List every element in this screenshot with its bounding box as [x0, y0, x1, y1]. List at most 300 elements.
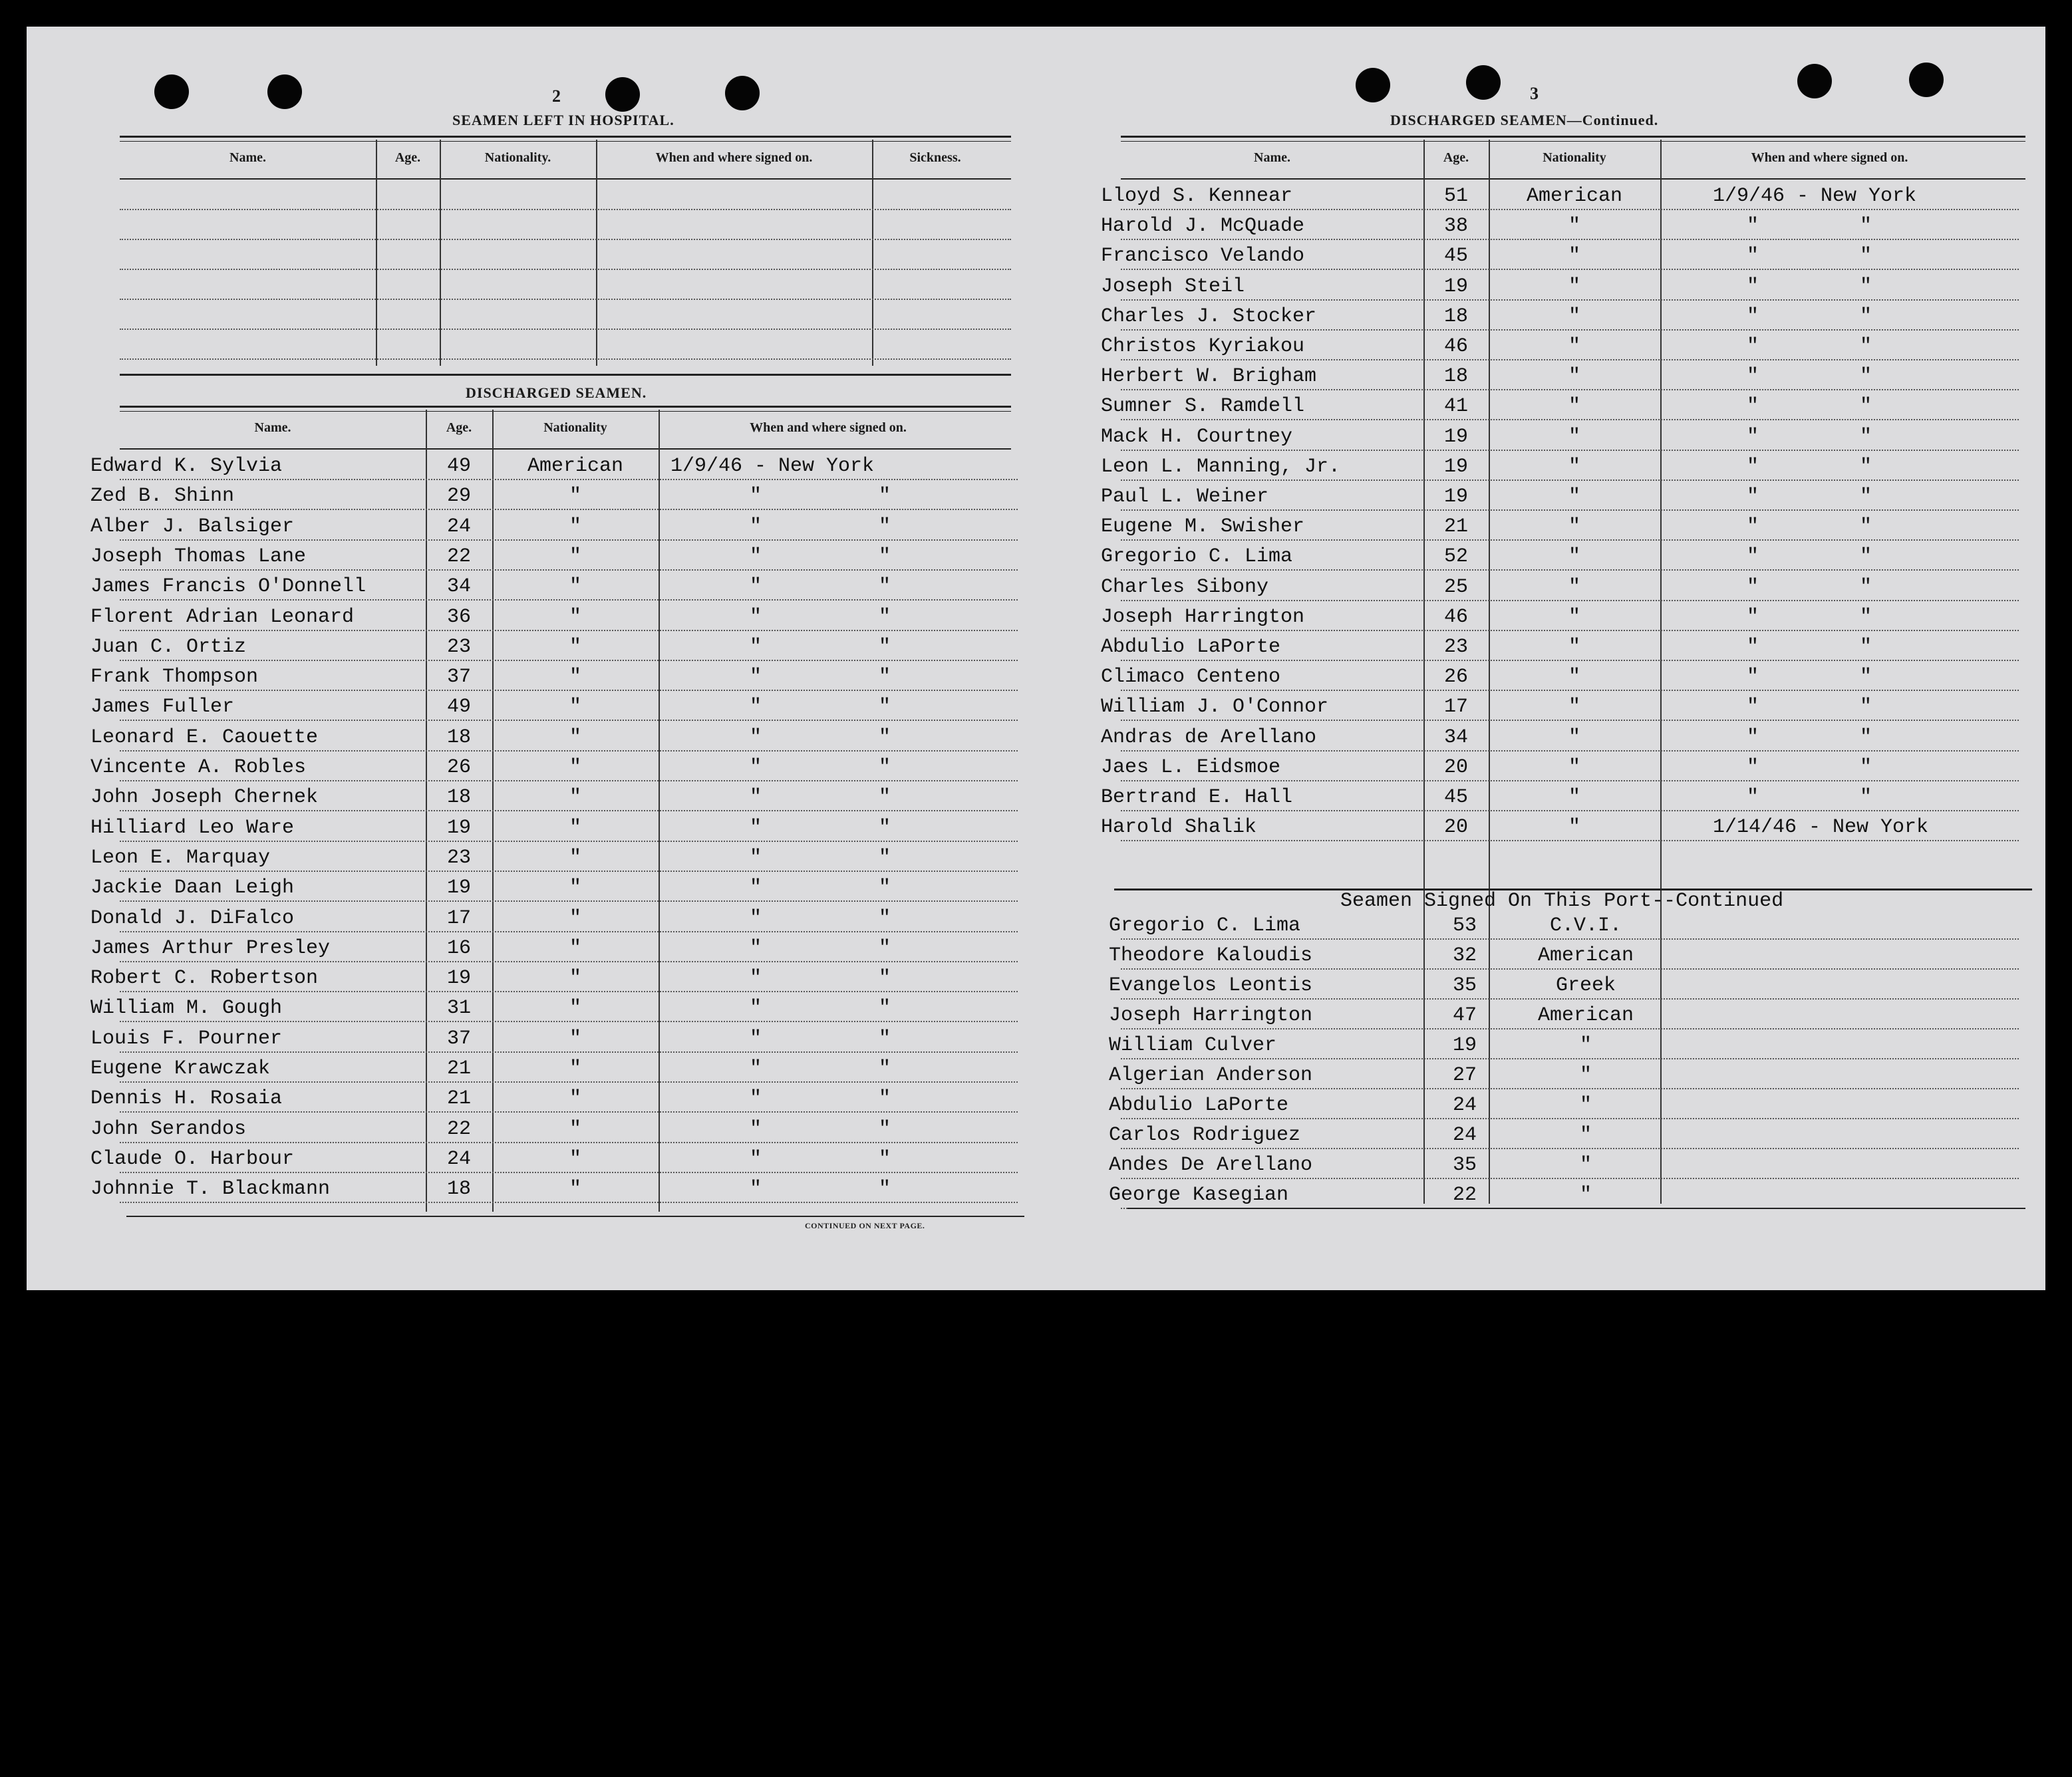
ditto-mark: " [878, 515, 891, 538]
discharged-table [90, 406, 1011, 1250]
seaman-age: 19 [1452, 1034, 1477, 1057]
seaman-name: Leonard E. Caouette [90, 726, 319, 749]
ditto-mark: " [1859, 545, 1872, 569]
seaman-age: 19 [1443, 275, 1468, 298]
ditto-mark: " [749, 605, 762, 628]
seaman-nationality: " [1568, 575, 1580, 599]
seaman-name: Donald J. DiFalco [90, 906, 295, 930]
seaman-age: 23 [446, 846, 471, 869]
hospital-empty-row [120, 179, 1011, 210]
page-number: 2 [552, 86, 561, 106]
ditto-mark: " [878, 1057, 891, 1080]
discharged-section-title: DISCHARGED SEAMEN. [466, 384, 647, 401]
seaman-age: 18 [1443, 365, 1468, 388]
table-row [1101, 479, 2019, 511]
ditto-mark: " [1859, 755, 1872, 779]
seaman-nationality: C.V.I. [1549, 914, 1622, 937]
ditto-mark: " [878, 545, 891, 568]
ditto-mark: " [1859, 335, 1872, 358]
seaman-name: William M. Gough [90, 997, 283, 1020]
ditto-mark: " [1859, 485, 1872, 508]
header-nationality: Nationality [1543, 150, 1606, 165]
hospital-empty-row [120, 239, 1011, 270]
ditto-mark: " [749, 997, 762, 1020]
table-row [90, 479, 1018, 510]
seaman-age: 27 [1452, 1064, 1477, 1087]
ditto-mark: " [878, 605, 891, 628]
ditto-mark: " [1746, 726, 1759, 749]
seaman-age: 37 [446, 1027, 471, 1050]
ditto-mark: " [1746, 755, 1759, 779]
seaman-name: Robert C. Robertson [90, 967, 319, 990]
seaman-name: Leon L. Manning, Jr. [1101, 455, 1341, 478]
seaman-age: 25 [1443, 575, 1468, 599]
seaman-name: Harold Shalik [1101, 816, 1257, 839]
seaman-nationality: " [569, 877, 581, 900]
table-row [1101, 359, 2019, 390]
seaman-age: 37 [446, 666, 471, 689]
seaman-nationality: " [569, 846, 581, 869]
seaman-age: 34 [446, 575, 471, 599]
ditto-mark: " [1859, 696, 1872, 719]
table-row [90, 811, 1018, 842]
ditto-mark: " [749, 936, 762, 960]
seaman-name: Florent Adrian Leonard [90, 605, 355, 628]
table-row [1101, 630, 2019, 661]
ditto-mark: " [1746, 575, 1759, 599]
seaman-name: William J. O'Connor [1101, 696, 1329, 719]
seaman-nationality: " [1568, 305, 1580, 328]
seaman-nationality: " [1568, 786, 1580, 809]
ditto-mark: " [878, 635, 891, 658]
seaman-age: 52 [1443, 545, 1468, 569]
table-row [1101, 239, 2019, 270]
header-sickness: Sickness. [909, 150, 961, 165]
ditto-mark: " [1746, 215, 1759, 238]
table-row [90, 1112, 1018, 1143]
seaman-age: 49 [446, 455, 471, 478]
ditto-mark: " [749, 515, 762, 538]
ditto-mark: " [1746, 425, 1759, 448]
ditto-mark: " [749, 846, 762, 869]
seaman-nationality: " [1568, 365, 1580, 388]
signed-on-section-title: Seamen Signed On This Port--Continued [1340, 890, 1784, 912]
ditto-mark: " [749, 485, 762, 508]
seaman-name: Frank Thompson [90, 666, 259, 689]
seaman-age: 41 [1443, 395, 1468, 418]
header-nationality: Nationality. [484, 150, 551, 165]
ditto-mark: " [878, 967, 891, 990]
ditto-mark: " [878, 666, 891, 689]
ditto-mark: " [749, 1147, 762, 1170]
signed-on-date-place: 1/9/46 - New York [670, 455, 875, 478]
ditto-mark: " [1746, 305, 1759, 328]
scanned-document [27, 27, 2045, 1290]
ditto-mark: " [749, 1117, 762, 1141]
seaman-nationality: " [569, 1027, 581, 1050]
seaman-age: 47 [1452, 1004, 1477, 1027]
hospital-empty-row [120, 209, 1011, 240]
table-row [1109, 998, 2019, 1029]
seaman-age: 20 [1443, 755, 1468, 779]
ditto-mark: " [749, 726, 762, 749]
table-row [90, 780, 1018, 811]
ditto-mark: " [1746, 335, 1759, 358]
ditto-mark: " [878, 1087, 891, 1111]
seaman-nationality: " [1568, 636, 1580, 658]
hospital-table [93, 136, 1011, 402]
table-row [90, 1142, 1018, 1173]
seaman-name: Joseph Steil [1101, 275, 1245, 298]
header-age: Age. [446, 420, 472, 435]
seaman-nationality: " [1568, 515, 1580, 539]
seaman-nationality: " [1568, 395, 1580, 418]
seaman-nationality: " [1568, 696, 1580, 719]
ditto-mark: " [878, 816, 891, 839]
ditto-mark: " [878, 846, 891, 869]
ditto-mark: " [1859, 726, 1872, 749]
table-row [1101, 539, 2019, 571]
seaman-age: 18 [446, 726, 471, 749]
seaman-name: Abdulio LaPorte [1101, 636, 1281, 658]
header-nationality: Nationality [543, 420, 607, 435]
table-row [1101, 209, 2019, 240]
table-row [90, 449, 1018, 480]
seaman-nationality: " [1568, 215, 1580, 238]
table-row [90, 720, 1018, 752]
header-signed-on: When and where signed on. [655, 150, 813, 165]
seaman-age: 24 [1452, 1094, 1477, 1117]
header-name: Name. [229, 150, 266, 165]
seaman-nationality: American [1537, 1004, 1634, 1027]
ditto-mark: " [878, 906, 891, 930]
table-row [90, 660, 1018, 691]
seaman-nationality: " [569, 605, 581, 628]
table-row [90, 539, 1018, 571]
ditto-mark: " [878, 1178, 891, 1201]
seaman-age: 20 [1443, 816, 1468, 839]
seaman-nationality: " [569, 816, 581, 839]
ditto-mark: " [1746, 696, 1759, 719]
seaman-age: 51 [1443, 185, 1468, 207]
ditto-mark: " [878, 1147, 891, 1170]
seaman-age: 17 [1443, 696, 1468, 719]
seaman-nationality: " [1568, 485, 1580, 508]
table-row [90, 871, 1018, 902]
seaman-name: Bertrand E. Hall [1101, 786, 1293, 809]
seaman-name: Algerian Anderson [1109, 1064, 1313, 1087]
table-row [1109, 1148, 2019, 1179]
seaman-nationality: " [569, 1057, 581, 1080]
ditto-mark: " [1746, 786, 1759, 809]
binder-hole [1356, 68, 1390, 102]
seaman-name: John Serandos [90, 1117, 247, 1141]
ditto-mark: " [749, 786, 762, 809]
seaman-name: Charles J. Stocker [1101, 305, 1317, 328]
ditto-mark: " [878, 936, 891, 960]
seaman-age: 46 [1443, 335, 1468, 358]
ditto-mark: " [749, 696, 762, 719]
seaman-nationality: " [1579, 1124, 1592, 1147]
seaman-name: Alber J. Balsiger [90, 515, 295, 538]
table-row [1101, 720, 2019, 752]
ditto-mark: " [1859, 365, 1872, 388]
seaman-nationality: " [1568, 605, 1580, 628]
seaman-name: Theodore Kaloudis [1109, 944, 1313, 967]
continued-note: CONTINUED ON NEXT PAGE. [805, 1221, 925, 1230]
seaman-nationality: " [569, 635, 581, 658]
seaman-nationality: " [569, 515, 581, 538]
seaman-name: Jackie Daan Leigh [90, 877, 295, 900]
ditto-mark: " [1746, 636, 1759, 658]
seaman-name: Harold J. McQuade [1101, 215, 1305, 238]
seaman-name: Abdulio LaPorte [1109, 1094, 1289, 1117]
table-row [1101, 269, 2019, 301]
seaman-nationality: " [569, 575, 581, 599]
seaman-name: Gregorio C. Lima [1101, 545, 1293, 569]
seaman-name: Gregorio C. Lima [1109, 914, 1301, 937]
table-row [90, 750, 1018, 781]
seaman-age: 38 [1443, 215, 1468, 238]
binder-hole [1466, 65, 1501, 100]
ditto-mark: " [878, 877, 891, 900]
signed-on-date-place: 1/9/46 - New York [1713, 185, 1917, 207]
seaman-name: Mack H. Courtney [1101, 425, 1293, 448]
seaman-age: 19 [446, 816, 471, 839]
table-row [90, 991, 1018, 1022]
table-row [1101, 329, 2019, 360]
header-name: Name. [254, 420, 291, 435]
seaman-age: 19 [446, 967, 471, 990]
ditto-mark: " [749, 756, 762, 779]
table-row [1101, 509, 2019, 541]
seaman-name: Eugene Krawczak [90, 1057, 271, 1080]
seaman-nationality: " [569, 545, 581, 568]
binder-hole [605, 77, 640, 112]
seaman-nationality: " [569, 936, 581, 960]
seaman-name: Sumner S. Ramdell [1101, 395, 1305, 418]
ditto-mark: " [1746, 395, 1759, 418]
binder-hole [267, 74, 302, 109]
seaman-nationality: " [569, 696, 581, 719]
header-age: Age. [1443, 150, 1469, 165]
seaman-age: 35 [1452, 974, 1477, 997]
ditto-mark: " [1746, 545, 1759, 569]
ditto-mark: " [1859, 305, 1872, 328]
hospital-empty-row [120, 299, 1011, 330]
ditto-mark: " [878, 786, 891, 809]
seaman-age: 18 [446, 1178, 471, 1201]
seaman-name: Joseph Harrington [1101, 605, 1305, 628]
seaman-age: 19 [1443, 425, 1468, 448]
header-signed-on: When and where signed on. [750, 420, 907, 435]
seaman-name: Francisco Velando [1101, 245, 1305, 268]
discharged-continued-title: DISCHARGED SEAMEN—Continued. [1390, 112, 1659, 128]
seaman-nationality: " [1579, 1094, 1592, 1117]
table-row [1109, 1178, 2019, 1209]
ditto-mark: " [878, 485, 891, 508]
seaman-age: 46 [1443, 605, 1468, 628]
table-row [90, 901, 1018, 932]
seaman-name: Eugene M. Swisher [1101, 515, 1305, 539]
seaman-nationality: American [1526, 185, 1623, 207]
hospital-empty-row [120, 269, 1011, 300]
seaman-nationality: " [569, 1178, 581, 1201]
ditto-mark: " [878, 1117, 891, 1141]
seaman-nationality: " [569, 786, 581, 809]
seaman-nationality: " [1579, 1154, 1592, 1176]
seaman-name: Charles Sibony [1101, 575, 1269, 599]
table-row [1101, 420, 2019, 451]
ditto-mark: " [1746, 515, 1759, 539]
seaman-nationality: " [1568, 666, 1580, 689]
seaman-nationality: " [1568, 545, 1580, 569]
seaman-age: 31 [446, 997, 471, 1020]
seaman-age: 24 [1452, 1124, 1477, 1147]
seaman-name: Dennis H. Rosaia [90, 1087, 283, 1111]
header-signed-on: When and where signed on. [1751, 150, 1908, 165]
ditto-mark: " [749, 1178, 762, 1201]
seaman-nationality: " [1579, 1184, 1592, 1206]
seaman-nationality: " [569, 967, 581, 990]
ditto-mark: " [1859, 636, 1872, 658]
table-row [1101, 600, 2019, 631]
seaman-age: 18 [1443, 305, 1468, 328]
binder-hole [1909, 63, 1944, 97]
seaman-name: Paul L. Weiner [1101, 485, 1269, 508]
ditto-mark: " [1859, 395, 1872, 418]
seaman-age: 21 [446, 1087, 471, 1111]
table-row [90, 961, 1018, 992]
seaman-name: Zed B. Shinn [90, 485, 235, 508]
seaman-name: George Kasegian [1109, 1184, 1289, 1206]
ditto-mark: " [749, 1027, 762, 1050]
ditto-mark: " [749, 635, 762, 658]
seaman-nationality: " [1568, 245, 1580, 268]
table-row [90, 841, 1018, 872]
header-age: Age. [394, 150, 421, 165]
seaman-age: 26 [1443, 666, 1468, 689]
seaman-name: Claude O. Harbour [90, 1147, 295, 1170]
ditto-mark: " [749, 967, 762, 990]
table-row [90, 931, 1018, 962]
binder-hole [725, 76, 760, 110]
seaman-nationality: " [569, 756, 581, 779]
seaman-age: 19 [446, 877, 471, 900]
seaman-age: 29 [446, 485, 471, 508]
seaman-age: 24 [446, 1147, 471, 1170]
ditto-mark: " [749, 877, 762, 900]
seaman-age: 45 [1443, 245, 1468, 268]
seaman-age: 19 [1443, 455, 1468, 478]
seaman-name: Evangelos Leontis [1109, 974, 1313, 997]
seaman-age: 49 [446, 696, 471, 719]
hospital-empty-row [120, 329, 1011, 360]
seaman-age: 24 [446, 515, 471, 538]
seaman-nationality: " [569, 906, 581, 930]
seaman-age: 45 [1443, 786, 1468, 809]
discharged-continued-table [1094, 136, 2012, 1253]
seaman-name: Edward K. Sylvia [90, 455, 283, 478]
table-row [90, 630, 1018, 661]
seaman-nationality: " [1568, 726, 1580, 749]
table-row [1109, 908, 2019, 940]
binder-hole [154, 74, 189, 109]
seaman-nationality: " [569, 666, 581, 689]
table-row [1101, 750, 2019, 781]
seaman-nationality: " [569, 726, 581, 749]
seaman-nationality: " [569, 997, 581, 1020]
seaman-nationality: " [1579, 1064, 1592, 1087]
seaman-age: 26 [446, 756, 471, 779]
table-row [1109, 938, 2019, 970]
seaman-name: Joseph Harrington [1109, 1004, 1313, 1027]
ditto-mark: " [1746, 245, 1759, 268]
seaman-name: Carlos Rodriguez [1109, 1124, 1301, 1147]
table-row [90, 690, 1018, 721]
seaman-age: 17 [446, 906, 471, 930]
ditto-mark: " [1859, 605, 1872, 628]
table-row [1109, 1088, 2019, 1119]
seaman-name: Vincente A. Robles [90, 756, 307, 779]
signed-on-date-place: 1/14/46 - New York [1713, 816, 1929, 839]
seaman-age: 22 [446, 545, 471, 568]
seaman-name: Johnnie T. Blackmann [90, 1178, 331, 1201]
ditto-mark: " [1746, 666, 1759, 689]
ditto-mark: " [878, 756, 891, 779]
table-row [1109, 1058, 2019, 1089]
ditto-mark: " [1859, 245, 1872, 268]
table-row [90, 1081, 1018, 1113]
seaman-nationality: " [1568, 335, 1580, 358]
binder-hole [1797, 64, 1832, 98]
table-row [1101, 299, 2019, 331]
seaman-age: 23 [446, 635, 471, 658]
ditto-mark: " [749, 666, 762, 689]
seaman-name: Hilliard Leo Ware [90, 816, 295, 839]
table-row [1109, 1118, 2019, 1149]
table-row [90, 1172, 1018, 1203]
table-row [1101, 690, 2019, 721]
seaman-nationality: " [1568, 425, 1580, 448]
seaman-name: James Arthur Presley [90, 936, 331, 960]
seaman-nationality: " [1568, 455, 1580, 478]
ditto-mark: " [1859, 666, 1872, 689]
ditto-mark: " [749, 906, 762, 930]
seaman-age: 23 [1443, 636, 1468, 658]
seaman-name: Lloyd S. Kennear [1101, 185, 1293, 207]
seaman-age: 21 [1443, 515, 1468, 539]
seaman-name: Climaco Centeno [1101, 666, 1281, 689]
ditto-mark: " [1859, 275, 1872, 298]
ditto-mark: " [878, 575, 891, 599]
table-row [1101, 570, 2019, 601]
seaman-nationality: " [569, 485, 581, 508]
table-row [90, 509, 1018, 541]
table-row [1101, 389, 2019, 420]
ditto-mark: " [1746, 365, 1759, 388]
table-row [1101, 450, 2019, 481]
table-row [90, 1022, 1018, 1053]
seaman-age: 53 [1452, 914, 1477, 937]
header-name: Name. [1254, 150, 1290, 165]
seaman-name: John Joseph Chernek [90, 786, 319, 809]
ditto-mark: " [1746, 485, 1759, 508]
seaman-age: 21 [446, 1057, 471, 1080]
hospital-section-title: SEAMEN LEFT IN HOSPITAL. [452, 112, 674, 128]
ditto-mark: " [1859, 425, 1872, 448]
seaman-age: 22 [1452, 1184, 1477, 1206]
